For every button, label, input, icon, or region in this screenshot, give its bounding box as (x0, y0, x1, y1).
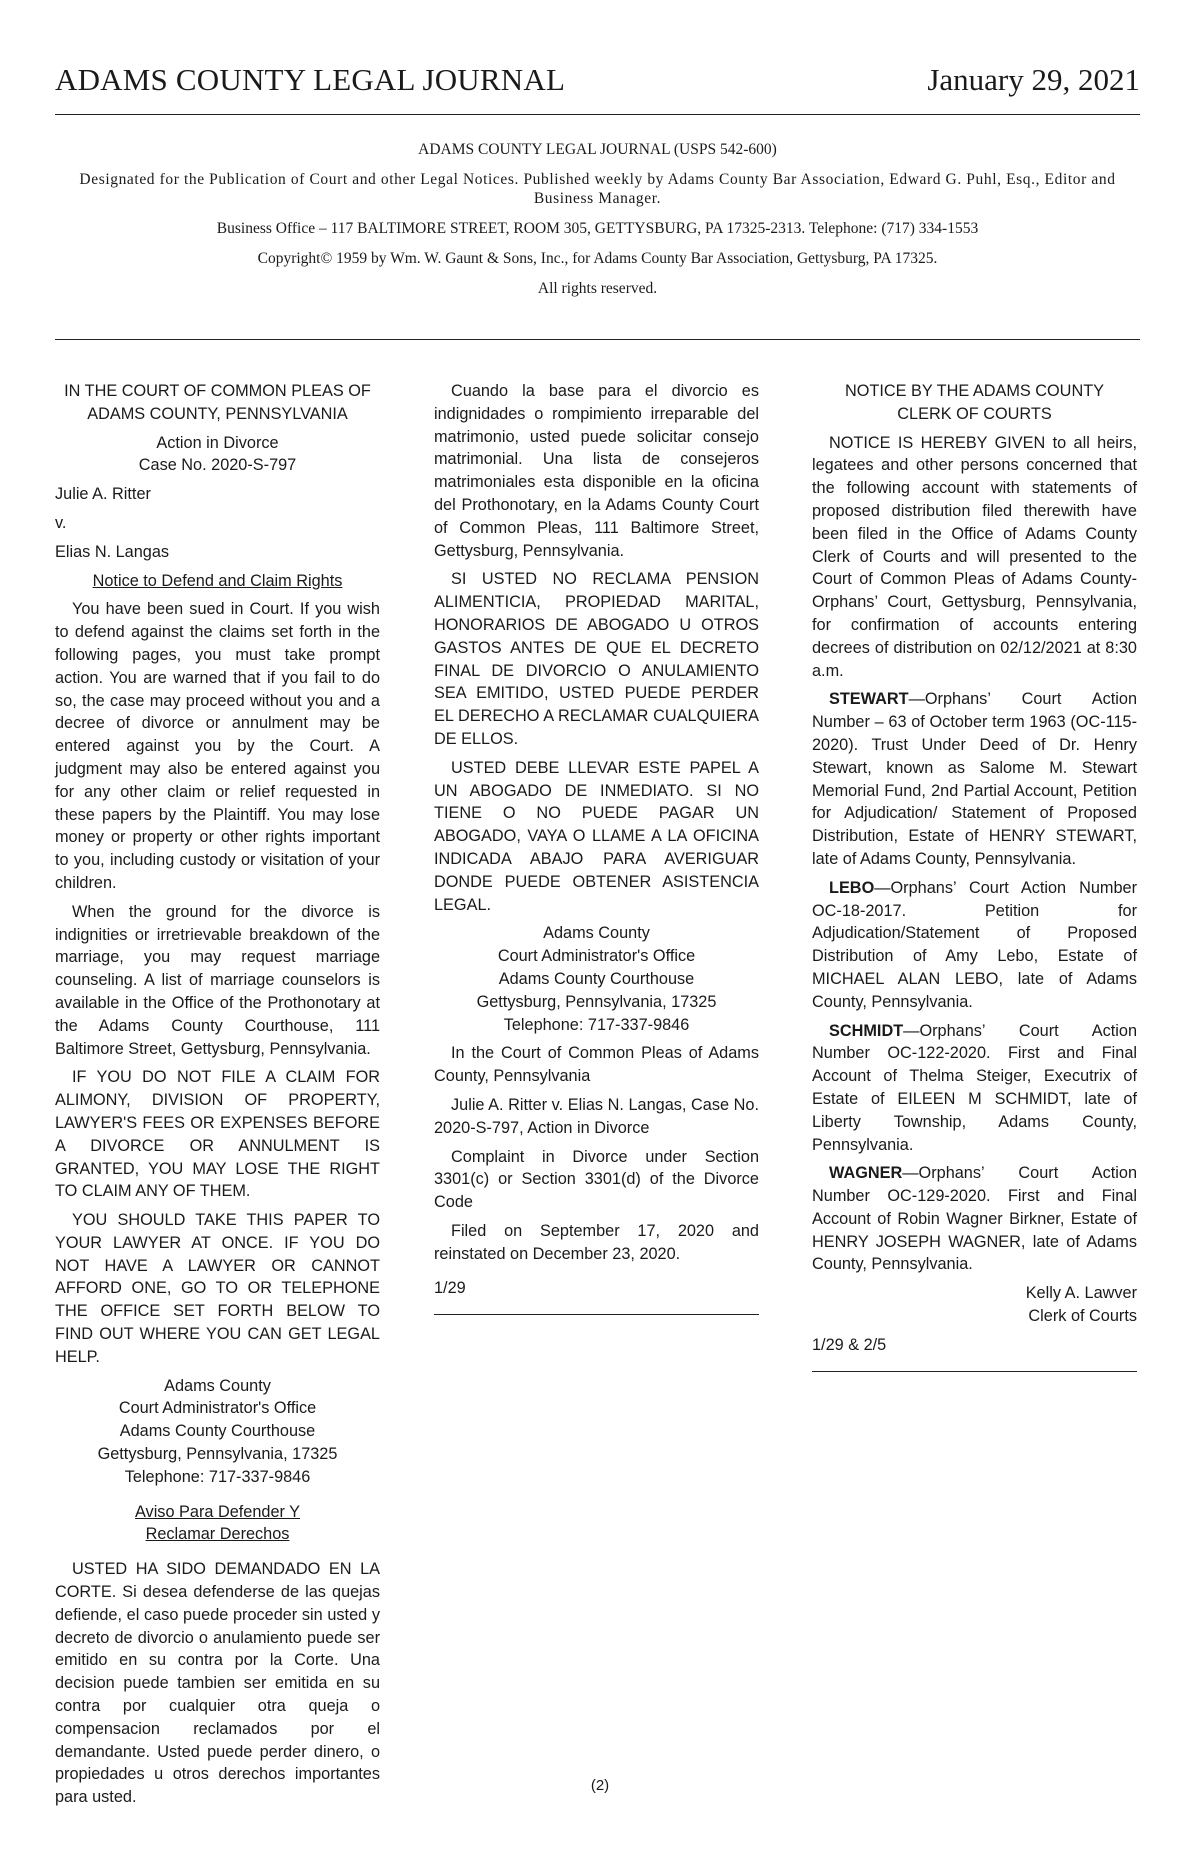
estate-entry (812, 1162, 1137, 1276)
filing-note: In the Court of Common Pleas of Adams County, Pennsylvania (434, 1044, 759, 1086)
estate-text: —Orphans’ Court Action Number OC-18-2017. Petition for Adjudication/Statement of Proposed Distribution of Amy Lebo, Estate of MICHAEL ALAN LEBO, late of Adams County, Pennsylvania. (812, 878, 1137, 1011)
estate-text: —Orphans’ Court Action Number – 63 of October term 1963 (OC-115-2020). Trust Under Deed of Dr. Henry Stewart, known as Salome M. Stewart Memorial Fund, 2nd Partial Account, Petition for Adjudication/ Statement of Proposed Distribution, Estate of HENRY STEWART, late of Adams County, Pennsylvania. (812, 690, 1137, 868)
office-line: Adams County Courthouse (498, 969, 695, 988)
signer-title: Clerk of Courts (1028, 1307, 1137, 1326)
column-end-rule (812, 1371, 1137, 1372)
office-line: Adams County Courthouse (119, 1422, 316, 1441)
notice-paragraph: YOU SHOULD TAKE THIS PAPER TO YOUR LAWYER AT ONCE. IF YOU DO NOT HAVE A LAWYER OR CANNOT AFFORD ONE, GO TO OR TELEPHONE THE OFFICE SET FORTH BELOW TO FIND OUT WHERE YOU CAN GET LEGAL HELP. (55, 1211, 380, 1366)
office-phone: Telephone: 717-337-9846 (503, 1015, 690, 1034)
journal-title: ADAMS COUNTY LEGAL JOURNAL (55, 62, 566, 97)
issue-date: January 29, 2021 (927, 62, 1140, 97)
usps-line: ADAMS COUNTY LEGAL JOURNAL (USPS 542-600) (418, 141, 777, 158)
estate-text: —Orphans’ Court Action Number OC-129-2020. First and Final Account of Robin Wagner Birkner, Estate of HENRY JOSEPH WAGNER, late of Adams County, Pennsylvania. (812, 1164, 1137, 1274)
aviso-line: Aviso Para Defender Y (134, 1502, 301, 1521)
office-line: Court Administrator's Office (118, 1399, 317, 1418)
rights-line: All rights reserved. (537, 280, 658, 297)
estate-entry (812, 688, 1137, 870)
filing-note: Julie A. Ritter v. Elias N. Langas, Case No. 2020-S-797, Action in Divorce (434, 1095, 759, 1137)
estate-name: WAGNER (829, 1164, 903, 1183)
filing-note: Filed on September 17, 2020 and reinstated on December 23, 2020. (434, 1221, 759, 1263)
estate-name: STEWART (829, 690, 909, 709)
designation-line: Designated for the Publication of Court and other Legal Notices. Published weekly by Adams County Bar Association, Edward G. Puhl, Esq., Editor and Business Manager. (79, 171, 1116, 207)
defendant-name: Elias N. Langas (55, 542, 170, 561)
run-dates: 1/29 & 2/5 (812, 1335, 887, 1354)
column-end-rule (434, 1314, 759, 1315)
spanish-paragraph: SI USTED NO RECLAMA PENSION ALIMENTICIA, PROPIEDAD MARITAL, HONORARIOS DE ABOGADO U OTROS GASTOS ANTES DE QUE EL DECRETO FINAL DE DIVORCIO O ANULAMIENTO SEA EMITIDO, USTED PUEDE PERDER EL DERECHO A RECLAMAR CUALQUIERA DE ELLOS. (434, 570, 759, 748)
spanish-paragraph: USTED HA SIDO DEMANDADO EN LA CORTE. Si desea defenderse de las quejas defiende, el caso puede proceder sin usted y decreto de divorcio o anulamiento puede ser emitido en su contra por la Corte. Una decision puede tambien ser emitida en su contra por cualquier otra queja o compensacion reclamados por el demandante. Usted puede perder dinero, o propiedades u otros derechos importantes para usted. (55, 1560, 380, 1807)
filing-note: Complaint in Divorce under Section 3301(c) or Section 3301(d) of the Divorce Code (434, 1147, 759, 1212)
estate-text: —Orphans’ Court Action Number OC-122-2020. First and Final Account of Thelma Steiger, Executrix of Estate of EILEEN M SCHMIDT, late of Liberty Township, Adams County, Pennsylvania. (812, 1021, 1137, 1154)
clerk-heading (812, 380, 1137, 426)
estate-name: LEBO (829, 878, 875, 897)
business-office-line: Business Office – 117 BALTIMORE STREET, ROOM 305, GETTYSBURG, PA 17325-2313. Telephone: (717) 334-1553 (216, 220, 979, 237)
column-1 (55, 380, 380, 1815)
case-number: Case No. 2020-S-797 (138, 456, 297, 475)
versus: v. (55, 513, 67, 532)
column-3 (812, 380, 1137, 1372)
publication-info (55, 140, 1140, 309)
page-number: (2) (590, 1777, 610, 1794)
action-label: Action in Divorce (156, 433, 279, 452)
office-line: Gettysburg, Pennsylvania, 17325 (97, 1445, 338, 1464)
spanish-paragraph: USTED DEBE LLEVAR ESTE PAPEL A UN ABOGADO DE INMEDIATO. SI NO TIENE O NO PUEDE PAGAR UN ABOGADO, VAYA O LLAME A LA OFICINA INDICADA ABAJO PARA AVERIGUAR DONDE PUEDE OBTENER ASISTENCIA LEGAL. (434, 758, 759, 914)
office-phone: Telephone: 717-337-9846 (124, 1467, 311, 1486)
estate-name: SCHMIDT (829, 1021, 904, 1040)
notice-paragraph: When the ground for the divorce is indignities or irretrievable breakdown of the marriage, you may request marriage counseling. A list of marriage counselors is available in the Office of the Prothonotary at the Adams County Courthouse, 111 Baltimore Street, Gettysburg, Pennsylvania. (55, 902, 380, 1058)
info-divider (55, 339, 1140, 340)
notice-paragraph: IF YOU DO NOT FILE A CLAIM FOR ALIMONY, DIVISION OF PROPERTY, LAWYER'S FEES OR EXPENSES BEFORE A DIVORCE OR ANNULMENT IS GRANTED, YOU MAY LOSE THE RIGHT TO CLAIM ANY OF THEM. (55, 1068, 380, 1201)
action-type (55, 432, 380, 478)
office-address (434, 922, 759, 1036)
office-address (55, 1375, 380, 1489)
column-2 (434, 380, 759, 1315)
masthead (55, 62, 1140, 115)
notice-heading: Notice to Defend and Claim Rights (92, 571, 343, 590)
aviso-line: Reclamar Derechos (145, 1525, 290, 1544)
clerk-intro: NOTICE IS HEREBY GIVEN to all heirs, legatees and other persons concerned that the following account with statements of proposed distribution filed therewith have been filed in the Office of Adams County Clerk of Courts and will presented to the Court of Common Pleas of Adams County-Orphans’ Court, Gettysburg, Pennsylvania, for confirmation of accounts entering decrees of distribution on 02/12/2021 at 8:30 a.m. (812, 433, 1137, 680)
office-line: Gettysburg, Pennsylvania, 17325 (476, 992, 717, 1011)
plaintiff-name: Julie A. Ritter (55, 485, 151, 504)
office-line: Court Administrator's Office (497, 947, 696, 966)
clerk-heading-line: CLERK OF COURTS (897, 404, 1052, 423)
court-heading: IN THE COURT OF COMMON PLEAS OF ADAMS COUNTY, PENNSYLVANIA (64, 382, 371, 423)
estate-entry (812, 877, 1137, 1014)
estate-entry (812, 1020, 1137, 1157)
spanish-paragraph: Cuando la base para el divorcio es indignidades o rompimiento irreparable del matrimonio, usted puede solicitar consejo matrimonial. Una lista de consejeros matrimoniales esta disponible en la oficina del Prothonotary, en la Adams County Court of Common Pleas, 111 Baltimore Street, Gettysburg, Pennsylvania. (434, 382, 759, 560)
clerk-heading-line: NOTICE BY THE ADAMS COUNTY (844, 382, 1105, 400)
signer-name: Kelly A. Lawver (1025, 1284, 1137, 1303)
clerk-signature (812, 1282, 1137, 1328)
office-line: Adams County (164, 1376, 271, 1395)
run-date: 1/29 (434, 1279, 466, 1298)
notice-paragraph: You have been sued in Court. If you wish to defend against the claims set forth in the following pages, you must take prompt action. You are warned that if you fail to do so, the case may proceed without you and a decree of divorce or annulment may be entered against you by the Court. A judgment may also be entered against you for any other claim or relief requested in these papers by the Plaintiff. You may lose money or property or other rights important to you, including custody or visitation of your children. (55, 600, 380, 892)
aviso-heading (55, 1501, 380, 1547)
copyright-line: Copyright© 1959 by Wm. W. Gaunt & Sons, Inc., for Adams County Bar Association, Gettysburg, PA 17325. (257, 250, 938, 267)
office-line: Adams County (543, 924, 650, 943)
